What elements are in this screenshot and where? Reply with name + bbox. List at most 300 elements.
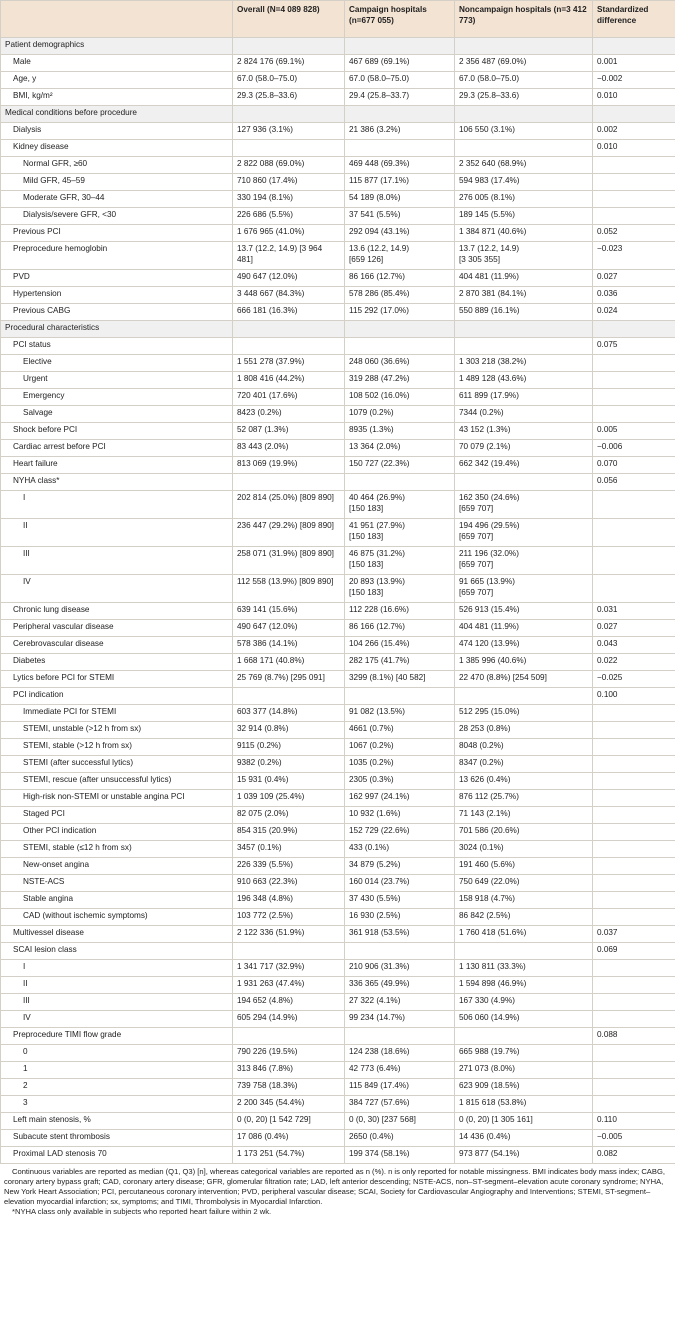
campaign-value: 27 322 (4.1%) <box>345 994 455 1011</box>
std-diff-value <box>593 38 675 55</box>
noncampaign-value: 189 145 (5.5%) <box>455 208 593 225</box>
table-row <box>1 926 675 943</box>
std-diff-value <box>593 208 675 225</box>
row-label: PCI status <box>1 338 233 355</box>
overall-value: 3457 (0.1%) <box>233 841 345 858</box>
noncampaign-value: 701 586 (20.6%) <box>455 824 593 841</box>
table-row <box>1 875 675 892</box>
noncampaign-value: 611 899 (17.9%) <box>455 389 593 406</box>
overall-value: 710 860 (17.4%) <box>233 174 345 191</box>
std-diff-value <box>593 705 675 722</box>
row-label: Dialysis <box>1 123 233 140</box>
footnote-abbreviations: Continuous variables are reported as median (Q1, Q3) [n], whereas categorical variables are reported as n (%). n is only reported for notable missingness. BMI indicates body mass index; CABG, coronary artery bypass graft; CAD, coronary artery disease; GFR, glomerular filtration rate; LAD, left anterior descending; NSTE-ACS, non–ST-segment–elevation acute coronary syndrome; NYHA, New York Heart Association; PCI, percutaneous coronary intervention; PVD, peripheral vascular disease; SCAI, Society for Cardiovascular Angiography and Interventions; STEMI, ST-segment–elevation myocardial infarction; sx, symptoms; and TIMI, Thrombolysis in Myocardial Infarction. <box>4 1167 665 1206</box>
row-label: NYHA class* <box>1 474 233 491</box>
campaign-value <box>345 321 455 338</box>
campaign-value: 54 189 (8.0%) <box>345 191 455 208</box>
overall-value: 0 (0, 20) [1 542 729] <box>233 1113 345 1130</box>
section-header-row <box>1 106 675 123</box>
campaign-value: 3299 (8.1%) [40 582] <box>345 671 455 688</box>
row-label: I <box>1 491 233 519</box>
noncampaign-value: 91 665 (13.9%) [659 707] <box>455 575 593 603</box>
row-label: Immediate PCI for STEMI <box>1 705 233 722</box>
table-row <box>1 123 675 140</box>
overall-value: 15 931 (0.4%) <box>233 773 345 790</box>
overall-value: 910 663 (22.3%) <box>233 875 345 892</box>
overall-value: 2 122 336 (51.9%) <box>233 926 345 943</box>
overall-value: 1 668 171 (40.8%) <box>233 654 345 671</box>
campaign-value: 150 727 (22.3%) <box>345 457 455 474</box>
section-header-row <box>1 321 675 338</box>
noncampaign-value: 526 913 (15.4%) <box>455 603 593 620</box>
overall-value: 578 386 (14.1%) <box>233 637 345 654</box>
row-label: Proximal LAD stenosis 70 <box>1 1147 233 1164</box>
table-row <box>1 790 675 807</box>
noncampaign-value: 8347 (0.2%) <box>455 756 593 773</box>
std-diff-value: −0.002 <box>593 72 675 89</box>
overall-value: 739 758 (18.3%) <box>233 1079 345 1096</box>
overall-value <box>233 474 345 491</box>
campaign-value: 108 502 (16.0%) <box>345 389 455 406</box>
overall-value: 1 551 278 (37.9%) <box>233 355 345 372</box>
table-row <box>1 208 675 225</box>
table-body <box>1 38 675 1164</box>
std-diff-value <box>593 547 675 575</box>
table-row <box>1 705 675 722</box>
table-row <box>1 994 675 1011</box>
row-label: III <box>1 994 233 1011</box>
row-label: High-risk non-STEMI or unstable angina PCI <box>1 790 233 807</box>
noncampaign-value: 67.0 (58.0–75.0) <box>455 72 593 89</box>
campaign-value: 469 448 (69.3%) <box>345 157 455 174</box>
noncampaign-value: 662 342 (19.4%) <box>455 457 593 474</box>
std-diff-value <box>593 1011 675 1028</box>
table-row <box>1 491 675 519</box>
noncampaign-value <box>455 943 593 960</box>
table-row <box>1 406 675 423</box>
std-diff-value: 0.075 <box>593 338 675 355</box>
row-label: Heart failure <box>1 457 233 474</box>
table-row <box>1 55 675 72</box>
row-label: 1 <box>1 1062 233 1079</box>
std-diff-value: −0.005 <box>593 1130 675 1147</box>
std-diff-value <box>593 807 675 824</box>
noncampaign-value <box>455 38 593 55</box>
noncampaign-value <box>455 106 593 123</box>
overall-value: 67.0 (58.0–75.0) <box>233 72 345 89</box>
row-label: STEMI, unstable (>12 h from sx) <box>1 722 233 739</box>
overall-value: 490 647 (12.0%) <box>233 270 345 287</box>
std-diff-value: 0.001 <box>593 55 675 72</box>
campaign-value: 248 060 (36.6%) <box>345 355 455 372</box>
overall-value: 1 676 965 (41.0%) <box>233 225 345 242</box>
overall-value: 813 069 (19.9%) <box>233 457 345 474</box>
noncampaign-value: 271 073 (8.0%) <box>455 1062 593 1079</box>
table-row <box>1 457 675 474</box>
row-label: Lytics before PCI for STEMI <box>1 671 233 688</box>
std-diff-value: 0.082 <box>593 1147 675 1164</box>
overall-value: 82 075 (2.0%) <box>233 807 345 824</box>
table-row <box>1 824 675 841</box>
row-label: Previous CABG <box>1 304 233 321</box>
table-row <box>1 89 675 106</box>
row-label: II <box>1 519 233 547</box>
overall-value: 330 194 (8.1%) <box>233 191 345 208</box>
table-row <box>1 1096 675 1113</box>
row-label: BMI, kg/m² <box>1 89 233 106</box>
table-row <box>1 423 675 440</box>
row-label: 0 <box>1 1045 233 1062</box>
std-diff-value <box>593 372 675 389</box>
std-diff-value: 0.027 <box>593 270 675 287</box>
noncampaign-value: 550 889 (16.1%) <box>455 304 593 321</box>
overall-value: 9115 (0.2%) <box>233 739 345 756</box>
std-diff-value <box>593 174 675 191</box>
noncampaign-value: 14 436 (0.4%) <box>455 1130 593 1147</box>
table-row <box>1 174 675 191</box>
std-diff-value <box>593 909 675 926</box>
campaign-value <box>345 688 455 705</box>
table-row <box>1 372 675 389</box>
overall-value: 1 931 263 (47.4%) <box>233 977 345 994</box>
std-diff-value <box>593 994 675 1011</box>
overall-value: 127 936 (3.1%) <box>233 123 345 140</box>
noncampaign-value: 1 760 418 (51.6%) <box>455 926 593 943</box>
std-diff-value: 0.069 <box>593 943 675 960</box>
std-diff-value: 0.022 <box>593 654 675 671</box>
noncampaign-value: 71 143 (2.1%) <box>455 807 593 824</box>
campaign-value: 467 689 (69.1%) <box>345 55 455 72</box>
campaign-value: 13 364 (2.0%) <box>345 440 455 457</box>
noncampaign-value: 665 988 (19.7%) <box>455 1045 593 1062</box>
overall-value: 3 448 667 (84.3%) <box>233 287 345 304</box>
table-row <box>1 72 675 89</box>
overall-value: 17 086 (0.4%) <box>233 1130 345 1147</box>
row-label: Mild GFR, 45–59 <box>1 174 233 191</box>
table-row <box>1 389 675 406</box>
noncampaign-value <box>455 140 593 157</box>
campaign-value: 1035 (0.2%) <box>345 756 455 773</box>
noncampaign-value: 506 060 (14.9%) <box>455 1011 593 1028</box>
footnote-nyha: *NYHA class only available in subjects who reported heart failure within 2 wk. <box>12 1207 272 1216</box>
std-diff-value <box>593 841 675 858</box>
campaign-value: 115 877 (17.1%) <box>345 174 455 191</box>
campaign-value: 115 849 (17.4%) <box>345 1079 455 1096</box>
std-diff-value: 0.110 <box>593 1113 675 1130</box>
row-label: STEMI (after successful lytics) <box>1 756 233 773</box>
campaign-value: 2305 (0.3%) <box>345 773 455 790</box>
row-label: Medical conditions before procedure <box>1 106 233 123</box>
row-label: Preprocedure TIMI flow grade <box>1 1028 233 1045</box>
campaign-value <box>345 338 455 355</box>
table-row <box>1 637 675 654</box>
row-label: Cerebrovascular disease <box>1 637 233 654</box>
row-label: Hypertension <box>1 287 233 304</box>
overall-value: 720 401 (17.6%) <box>233 389 345 406</box>
noncampaign-value: 158 918 (4.7%) <box>455 892 593 909</box>
overall-value <box>233 943 345 960</box>
std-diff-value <box>593 858 675 875</box>
table-row <box>1 338 675 355</box>
row-label: Elective <box>1 355 233 372</box>
row-label: Normal GFR, ≥60 <box>1 157 233 174</box>
noncampaign-value: 623 909 (18.5%) <box>455 1079 593 1096</box>
table-row <box>1 225 675 242</box>
row-label: Shock before PCI <box>1 423 233 440</box>
overall-value: 52 087 (1.3%) <box>233 423 345 440</box>
noncampaign-value: 1 594 898 (46.9%) <box>455 977 593 994</box>
std-diff-value <box>593 875 675 892</box>
campaign-value: 433 (0.1%) <box>345 841 455 858</box>
campaign-value: 20 893 (13.9%) [150 183] <box>345 575 455 603</box>
overall-value <box>233 140 345 157</box>
table-row <box>1 440 675 457</box>
overall-value: 854 315 (20.9%) <box>233 824 345 841</box>
noncampaign-value: 29.3 (25.8–33.6) <box>455 89 593 106</box>
std-diff-value <box>593 960 675 977</box>
table-row <box>1 1062 675 1079</box>
campaign-value: 162 997 (24.1%) <box>345 790 455 807</box>
row-label: Previous PCI <box>1 225 233 242</box>
std-diff-value: 0.031 <box>593 603 675 620</box>
overall-value: 29.3 (25.8–33.6) <box>233 89 345 106</box>
table-row <box>1 620 675 637</box>
noncampaign-value: 2 356 487 (69.0%) <box>455 55 593 72</box>
std-diff-value <box>593 790 675 807</box>
campaign-value: 34 879 (5.2%) <box>345 858 455 875</box>
campaign-value: 112 228 (16.6%) <box>345 603 455 620</box>
std-diff-value <box>593 491 675 519</box>
overall-value: 112 558 (13.9%) [809 890] <box>233 575 345 603</box>
campaign-value: 29.4 (25.8–33.7) <box>345 89 455 106</box>
std-diff-value <box>593 575 675 603</box>
campaign-value: 86 166 (12.7%) <box>345 620 455 637</box>
noncampaign-value: 86 842 (2.5%) <box>455 909 593 926</box>
row-label: Age, y <box>1 72 233 89</box>
row-label: NSTE-ACS <box>1 875 233 892</box>
campaign-value: 13.6 (12.2, 14.9) [659 126] <box>345 242 455 270</box>
table-row <box>1 722 675 739</box>
row-label: Salvage <box>1 406 233 423</box>
overall-value: 258 071 (31.9%) [809 890] <box>233 547 345 575</box>
row-label: Urgent <box>1 372 233 389</box>
campaign-value: 10 932 (1.6%) <box>345 807 455 824</box>
overall-value: 202 814 (25.0%) [809 890] <box>233 491 345 519</box>
overall-value: 605 294 (14.9%) <box>233 1011 345 1028</box>
noncampaign-value <box>455 321 593 338</box>
overall-value: 1 341 717 (32.9%) <box>233 960 345 977</box>
std-diff-value: −0.023 <box>593 242 675 270</box>
noncampaign-value: 973 877 (54.1%) <box>455 1147 593 1164</box>
std-diff-value <box>593 824 675 841</box>
noncampaign-value: 1 384 871 (40.6%) <box>455 225 593 242</box>
std-diff-value <box>593 157 675 174</box>
row-label: IV <box>1 1011 233 1028</box>
table-row <box>1 270 675 287</box>
noncampaign-value: 167 330 (4.9%) <box>455 994 593 1011</box>
noncampaign-value <box>455 1028 593 1045</box>
row-label: 2 <box>1 1079 233 1096</box>
table-row <box>1 287 675 304</box>
overall-value: 313 846 (7.8%) <box>233 1062 345 1079</box>
table-row <box>1 355 675 372</box>
noncampaign-value: 191 460 (5.6%) <box>455 858 593 875</box>
table-row <box>1 547 675 575</box>
std-diff-value: 0.100 <box>593 688 675 705</box>
row-label: Procedural characteristics <box>1 321 233 338</box>
table-row <box>1 304 675 321</box>
table-row <box>1 841 675 858</box>
table-row <box>1 960 675 977</box>
noncampaign-value: 1 130 811 (33.3%) <box>455 960 593 977</box>
std-diff-value: 0.027 <box>593 620 675 637</box>
noncampaign-value <box>455 688 593 705</box>
campaign-value: 384 727 (57.6%) <box>345 1096 455 1113</box>
table-row <box>1 1113 675 1130</box>
campaign-value: 160 014 (23.7%) <box>345 875 455 892</box>
table-row <box>1 191 675 208</box>
std-diff-value <box>593 773 675 790</box>
overall-value: 32 914 (0.8%) <box>233 722 345 739</box>
row-label: I <box>1 960 233 977</box>
std-diff-value <box>593 519 675 547</box>
row-label: CAD (without ischemic symptoms) <box>1 909 233 926</box>
campaign-value: 152 729 (22.6%) <box>345 824 455 841</box>
noncampaign-value: 1 815 618 (53.8%) <box>455 1096 593 1113</box>
row-label: STEMI, rescue (after unsuccessful lytics) <box>1 773 233 790</box>
noncampaign-value: 512 295 (15.0%) <box>455 705 593 722</box>
noncampaign-value: 43 152 (1.3%) <box>455 423 593 440</box>
overall-value: 1 808 416 (44.2%) <box>233 372 345 389</box>
row-label: Chronic lung disease <box>1 603 233 620</box>
overall-value: 226 339 (5.5%) <box>233 858 345 875</box>
noncampaign-value: 22 470 (8.8%) [254 509] <box>455 671 593 688</box>
std-diff-value: 0.056 <box>593 474 675 491</box>
campaign-value: 99 234 (14.7%) <box>345 1011 455 1028</box>
table-row <box>1 575 675 603</box>
overall-value: 490 647 (12.0%) <box>233 620 345 637</box>
overall-value: 2 824 176 (69.1%) <box>233 55 345 72</box>
table-row <box>1 140 675 157</box>
campaign-value: 37 541 (5.5%) <box>345 208 455 225</box>
campaign-value: 0 (0, 30) [237 568] <box>345 1113 455 1130</box>
campaign-value: 199 374 (58.1%) <box>345 1147 455 1164</box>
row-label: II <box>1 977 233 994</box>
std-diff-value: 0.037 <box>593 926 675 943</box>
noncampaign-value: 3024 (0.1%) <box>455 841 593 858</box>
table-row <box>1 654 675 671</box>
noncampaign-value <box>455 474 593 491</box>
noncampaign-value: 162 350 (24.6%) [659 707] <box>455 491 593 519</box>
std-diff-value: 0.002 <box>593 123 675 140</box>
noncampaign-value: 106 550 (3.1%) <box>455 123 593 140</box>
overall-value: 1 039 109 (25.4%) <box>233 790 345 807</box>
campaign-value <box>345 140 455 157</box>
campaign-value: 292 094 (43.1%) <box>345 225 455 242</box>
row-label: Diabetes <box>1 654 233 671</box>
campaign-value: 319 288 (47.2%) <box>345 372 455 389</box>
row-label: Stable angina <box>1 892 233 909</box>
table-row <box>1 671 675 688</box>
std-diff-value <box>593 106 675 123</box>
std-diff-value <box>593 406 675 423</box>
row-label: Other PCI indication <box>1 824 233 841</box>
campaign-value: 210 906 (31.3%) <box>345 960 455 977</box>
table-row <box>1 519 675 547</box>
std-diff-value: 0.052 <box>593 225 675 242</box>
overall-value: 103 772 (2.5%) <box>233 909 345 926</box>
table-footnotes <box>0 1164 675 1217</box>
table-row <box>1 603 675 620</box>
noncampaign-value: 750 649 (22.0%) <box>455 875 593 892</box>
std-diff-value <box>593 321 675 338</box>
table-row <box>1 807 675 824</box>
overall-value: 196 348 (4.8%) <box>233 892 345 909</box>
table-row <box>1 977 675 994</box>
std-diff-value <box>593 977 675 994</box>
table-row <box>1 858 675 875</box>
row-label: Dialysis/severe GFR, <30 <box>1 208 233 225</box>
header-cell-std-diff: Standardized difference <box>593 1 675 38</box>
overall-value: 25 769 (8.7%) [295 091] <box>233 671 345 688</box>
campaign-value <box>345 474 455 491</box>
campaign-value: 104 266 (15.4%) <box>345 637 455 654</box>
campaign-value: 42 773 (6.4%) <box>345 1062 455 1079</box>
noncampaign-value: 876 112 (25.7%) <box>455 790 593 807</box>
overall-value: 83 443 (2.0%) <box>233 440 345 457</box>
campaign-value: 46 875 (31.2%) [150 183] <box>345 547 455 575</box>
overall-value <box>233 106 345 123</box>
row-label: Patient demographics <box>1 38 233 55</box>
std-diff-value <box>593 191 675 208</box>
header-cell-label <box>1 1 233 38</box>
overall-value: 790 226 (19.5%) <box>233 1045 345 1062</box>
row-label: Staged PCI <box>1 807 233 824</box>
table-row <box>1 157 675 174</box>
table-row <box>1 1045 675 1062</box>
noncampaign-value: 7344 (0.2%) <box>455 406 593 423</box>
campaign-value: 336 365 (49.9%) <box>345 977 455 994</box>
table-row <box>1 1130 675 1147</box>
overall-value: 603 377 (14.8%) <box>233 705 345 722</box>
campaign-value: 4661 (0.7%) <box>345 722 455 739</box>
std-diff-value: −0.006 <box>593 440 675 457</box>
overall-value: 226 686 (5.5%) <box>233 208 345 225</box>
std-diff-value: 0.070 <box>593 457 675 474</box>
campaign-value: 16 930 (2.5%) <box>345 909 455 926</box>
campaign-value: 361 918 (53.5%) <box>345 926 455 943</box>
std-diff-value <box>593 722 675 739</box>
row-label: Kidney disease <box>1 140 233 157</box>
campaign-value: 1067 (0.2%) <box>345 739 455 756</box>
campaign-value <box>345 38 455 55</box>
campaign-value: 2650 (0.4%) <box>345 1130 455 1147</box>
row-label: Emergency <box>1 389 233 406</box>
std-diff-value <box>593 1062 675 1079</box>
noncampaign-value: 13 626 (0.4%) <box>455 773 593 790</box>
std-diff-value <box>593 892 675 909</box>
campaign-value: 115 292 (17.0%) <box>345 304 455 321</box>
std-diff-value <box>593 355 675 372</box>
noncampaign-value: 211 196 (32.0%) [659 707] <box>455 547 593 575</box>
table-row <box>1 892 675 909</box>
overall-value: 2 200 345 (54.4%) <box>233 1096 345 1113</box>
noncampaign-value: 2 870 381 (84.1%) <box>455 287 593 304</box>
std-diff-value: 0.005 <box>593 423 675 440</box>
campaign-value: 282 175 (41.7%) <box>345 654 455 671</box>
std-diff-value <box>593 1045 675 1062</box>
campaign-value <box>345 943 455 960</box>
row-label: IV <box>1 575 233 603</box>
